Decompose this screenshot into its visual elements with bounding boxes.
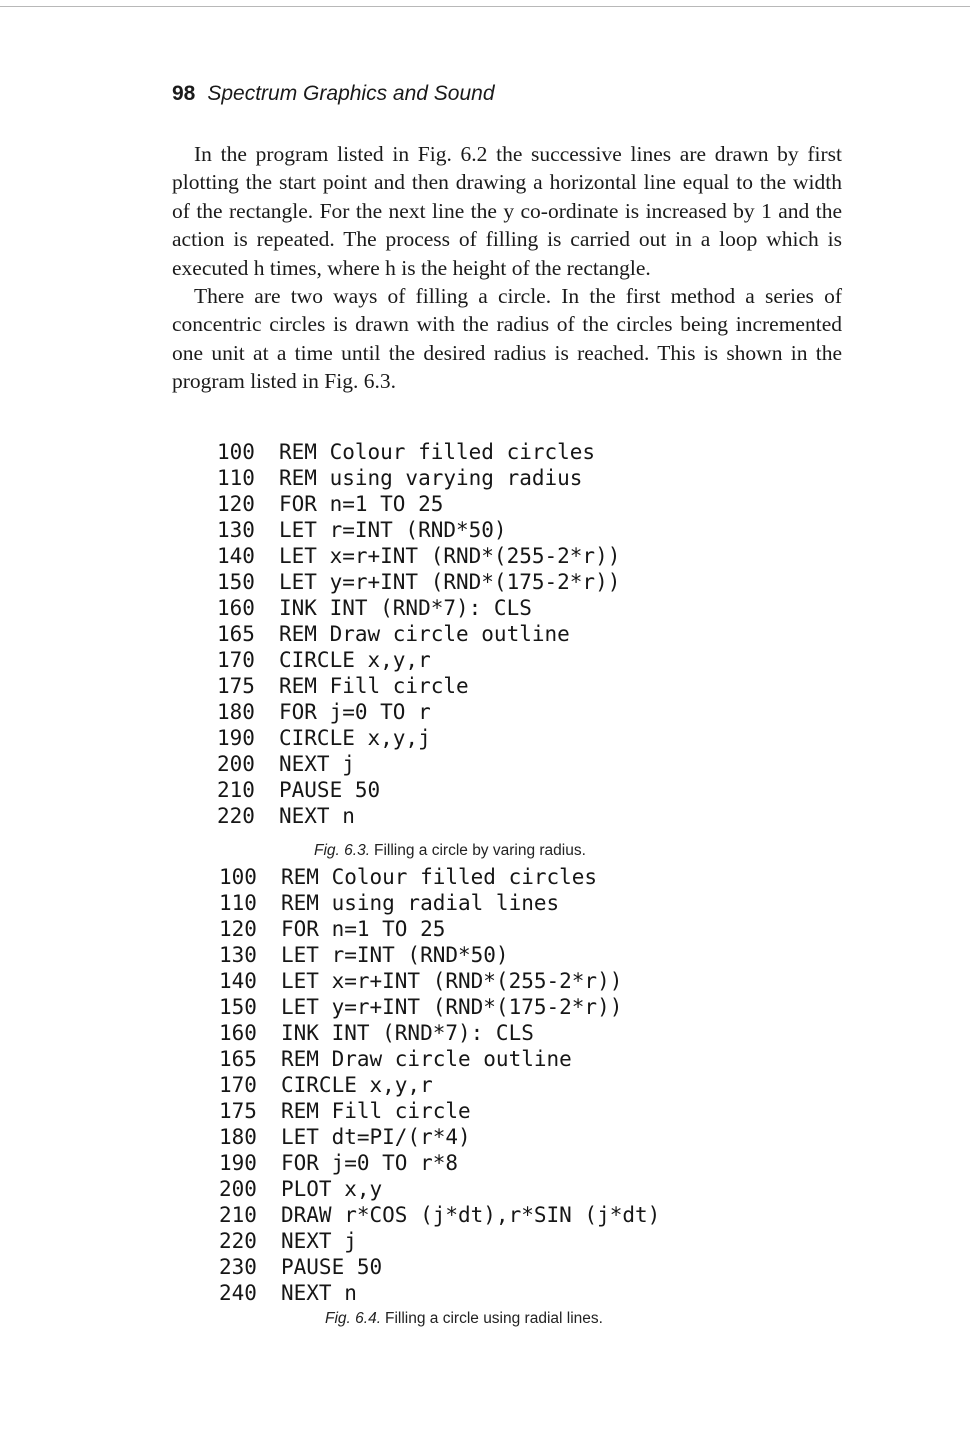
line-number: 140 [217, 544, 255, 568]
line-number: 180 [219, 1125, 257, 1149]
code-statement: PAUSE 50 [281, 1255, 383, 1279]
code-line [219, 968, 660, 994]
code-line [217, 517, 620, 543]
code-line [219, 916, 660, 942]
line-number: 210 [219, 1203, 257, 1227]
code-line [219, 864, 660, 890]
figure-label: Fig. 6.3. [314, 842, 370, 859]
code-statement: PLOT x,y [281, 1177, 383, 1201]
line-number: 165 [217, 622, 255, 646]
line-number: 170 [219, 1073, 257, 1097]
line-number: 175 [219, 1099, 257, 1123]
line-number: 210 [217, 778, 255, 802]
code-line [219, 994, 660, 1020]
code-statement: REM Draw circle outline [281, 1047, 572, 1071]
code-statement: NEXT n [281, 1281, 357, 1305]
line-number: 110 [217, 466, 255, 490]
code-line [217, 777, 620, 803]
line-number: 120 [219, 917, 257, 941]
code-line [217, 699, 620, 725]
code-statement: LET x=r+INT (RND*(255-2*r)) [279, 544, 621, 568]
line-number: 180 [217, 700, 255, 724]
figure-caption-6-3 [314, 842, 586, 860]
code-statement: CIRCLE x,y,j [279, 726, 431, 750]
line-number: 240 [219, 1281, 257, 1305]
page-top-rule [0, 6, 970, 7]
line-number: 190 [219, 1151, 257, 1175]
code-statement: CIRCLE x,y,r [281, 1073, 433, 1097]
code-statement: FOR j=0 TO r [279, 700, 431, 724]
code-line [219, 1072, 660, 1098]
code-line [217, 543, 620, 569]
code-statement: REM Colour filled circles [279, 440, 596, 464]
code-statement: REM using varying radius [279, 466, 583, 490]
figure-caption-text: Filling a circle using radial lines. [385, 1310, 603, 1327]
code-statement: REM Fill circle [281, 1099, 471, 1123]
code-statement: CIRCLE x,y,r [279, 648, 431, 672]
line-number: 165 [219, 1047, 257, 1071]
paragraph-fill-circle: There are two ways of filling a circle. In the first method a series of concentric circles is drawn with the radius of the circles being incremented one unit at a time until the desired radius is reached. This is shown in the program listed in Fig. 6.3. [172, 284, 842, 394]
code-line [217, 725, 620, 751]
code-line [217, 673, 620, 699]
code-line [219, 1020, 660, 1046]
line-number: 220 [219, 1229, 257, 1253]
code-line [217, 491, 620, 517]
code-line [217, 569, 620, 595]
code-line [219, 1046, 660, 1072]
code-line [219, 1280, 660, 1306]
code-statement: NEXT j [281, 1229, 357, 1253]
figure-label: Fig. 6.4. [325, 1310, 381, 1327]
code-statement: NEXT j [279, 752, 355, 776]
code-statement: LET r=INT (RND*50) [281, 943, 509, 967]
code-statement: REM Fill circle [279, 674, 469, 698]
book-title: Spectrum Graphics and Sound [207, 82, 495, 105]
code-statement: LET y=r+INT (RND*(175-2*r)) [279, 570, 621, 594]
code-statement: LET r=INT (RND*50) [279, 518, 507, 542]
code-line [217, 439, 620, 465]
code-statement: REM using radial lines [281, 891, 560, 915]
line-number: 150 [219, 995, 257, 1019]
code-statement: FOR n=1 TO 25 [279, 492, 444, 516]
code-line [219, 1150, 660, 1176]
program-listing-fig-6-4 [219, 864, 660, 1306]
code-line [219, 1254, 660, 1280]
code-line [217, 751, 620, 777]
line-number: 190 [217, 726, 255, 750]
paragraph-fill-lines: In the program listed in Fig. 6.2 the successive lines are drawn by first plotting the start point and then drawing a horizontal line equal to the width of the rectangle. For the next line the y co-ordinate is increased by 1 and the action is repeated. The process of filling is carried out in a loop which is executed h times, where h is the height of the rectangle. [172, 142, 842, 280]
line-number: 200 [217, 752, 255, 776]
code-statement: LET dt=PI/(r*4) [281, 1125, 471, 1149]
code-line [219, 1202, 660, 1228]
code-statement: PAUSE 50 [279, 778, 381, 802]
code-statement: REM Colour filled circles [281, 865, 598, 889]
line-number: 120 [217, 492, 255, 516]
program-listing-fig-6-3 [217, 439, 620, 829]
line-number: 100 [217, 440, 255, 464]
line-number: 220 [217, 804, 255, 828]
line-number: 130 [217, 518, 255, 542]
code-line [219, 1124, 660, 1150]
line-number: 230 [219, 1255, 257, 1279]
line-number: 140 [219, 969, 257, 993]
code-line [217, 803, 620, 829]
line-number: 130 [219, 943, 257, 967]
code-statement: REM Draw circle outline [279, 622, 570, 646]
code-line [219, 1228, 660, 1254]
figure-caption-6-4 [325, 1310, 603, 1328]
code-line [219, 890, 660, 916]
code-statement: DRAW r*COS (j*dt),r*SIN (j*dt) [281, 1203, 661, 1227]
line-number: 170 [217, 648, 255, 672]
code-line [219, 1176, 660, 1202]
body-text [172, 140, 842, 396]
code-statement: FOR j=0 TO r*8 [281, 1151, 459, 1175]
figure-caption-text: Filling a circle by varing radius. [374, 842, 586, 859]
code-statement: NEXT n [279, 804, 355, 828]
line-number: 110 [219, 891, 257, 915]
line-number: 200 [219, 1177, 257, 1201]
code-line [217, 621, 620, 647]
running-header [172, 82, 495, 106]
code-statement: LET y=r+INT (RND*(175-2*r)) [281, 995, 623, 1019]
line-number: 160 [219, 1021, 257, 1045]
code-line [217, 647, 620, 673]
line-number: 175 [217, 674, 255, 698]
line-number: 160 [217, 596, 255, 620]
code-statement: INK INT (RND*7): CLS [281, 1021, 534, 1045]
code-statement: LET x=r+INT (RND*(255-2*r)) [281, 969, 623, 993]
page-number: 98 [172, 82, 196, 105]
code-line [219, 942, 660, 968]
code-line [219, 1098, 660, 1124]
code-line [217, 595, 620, 621]
line-number: 150 [217, 570, 255, 594]
code-statement: INK INT (RND*7): CLS [279, 596, 532, 620]
line-number: 100 [219, 865, 257, 889]
code-statement: FOR n=1 TO 25 [281, 917, 446, 941]
code-line [217, 465, 620, 491]
